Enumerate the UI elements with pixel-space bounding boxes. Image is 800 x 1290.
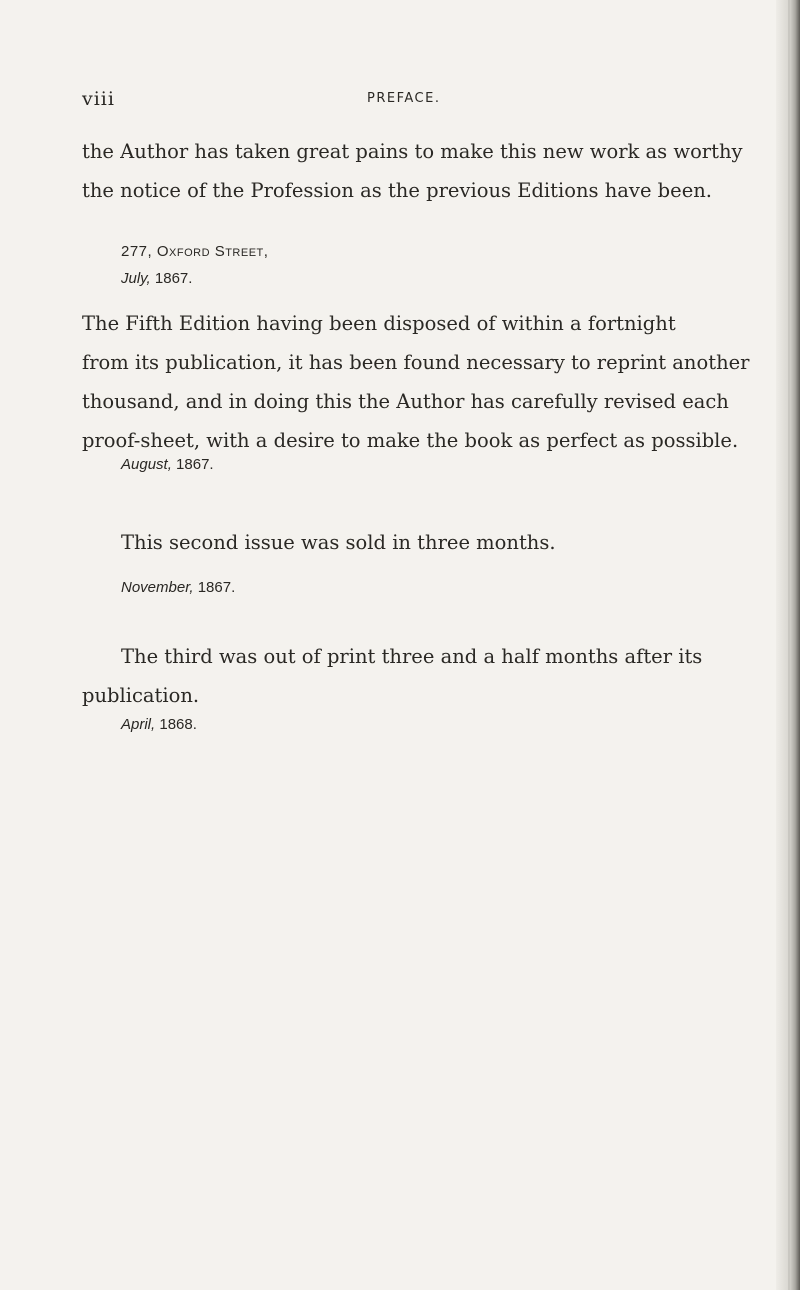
- paragraph-third-issue: [82, 637, 732, 715]
- page-fold-line: [788, 0, 790, 1290]
- paragraph-line: The Fifth Edition having been disposed of within a fortnight: [82, 312, 676, 335]
- date-year: 1867.: [197, 579, 236, 596]
- date-month: July,: [121, 270, 151, 287]
- page-header: [82, 88, 722, 112]
- signature-date-august: [121, 456, 214, 473]
- paragraph-line: The third was out of print three and a half months after its: [121, 645, 703, 668]
- paragraph-second-issue: [121, 523, 771, 562]
- paragraph-line: the notice of the Profession as the previous Editions have been.: [82, 179, 712, 202]
- paragraph-fifth-edition: [82, 304, 750, 460]
- address-text: 277, Oxford Street,: [121, 243, 269, 260]
- page-number: viii: [82, 88, 115, 110]
- paragraph-line: thousand, and in doing this the Author has carefully revised each: [82, 390, 729, 413]
- paragraph-line: the Author has taken great pains to make this new work as worthy: [82, 140, 743, 163]
- signature-date-july: [121, 270, 192, 287]
- paragraph-line: from its publication, it has been found necessary to reprint another: [82, 351, 750, 374]
- paragraph-line: proof-sheet, with a desire to make the book as perfect as possible.: [82, 429, 739, 452]
- signature-date-november: [121, 579, 235, 596]
- paragraph-closing-preface: [82, 132, 743, 210]
- signature-date-april: [121, 716, 197, 733]
- paragraph-line: This second issue was sold in three months.: [121, 531, 556, 554]
- date-month: April,: [121, 716, 156, 733]
- running-head: PREFACE.: [367, 91, 441, 106]
- date-month: November,: [121, 579, 194, 596]
- paragraph-line: publication.: [82, 684, 200, 707]
- signature-address: [121, 243, 268, 260]
- date-year: 1867.: [176, 456, 214, 473]
- date-year: 1867.: [154, 270, 193, 287]
- date-month: August,: [121, 456, 172, 473]
- date-year: 1868.: [159, 716, 197, 733]
